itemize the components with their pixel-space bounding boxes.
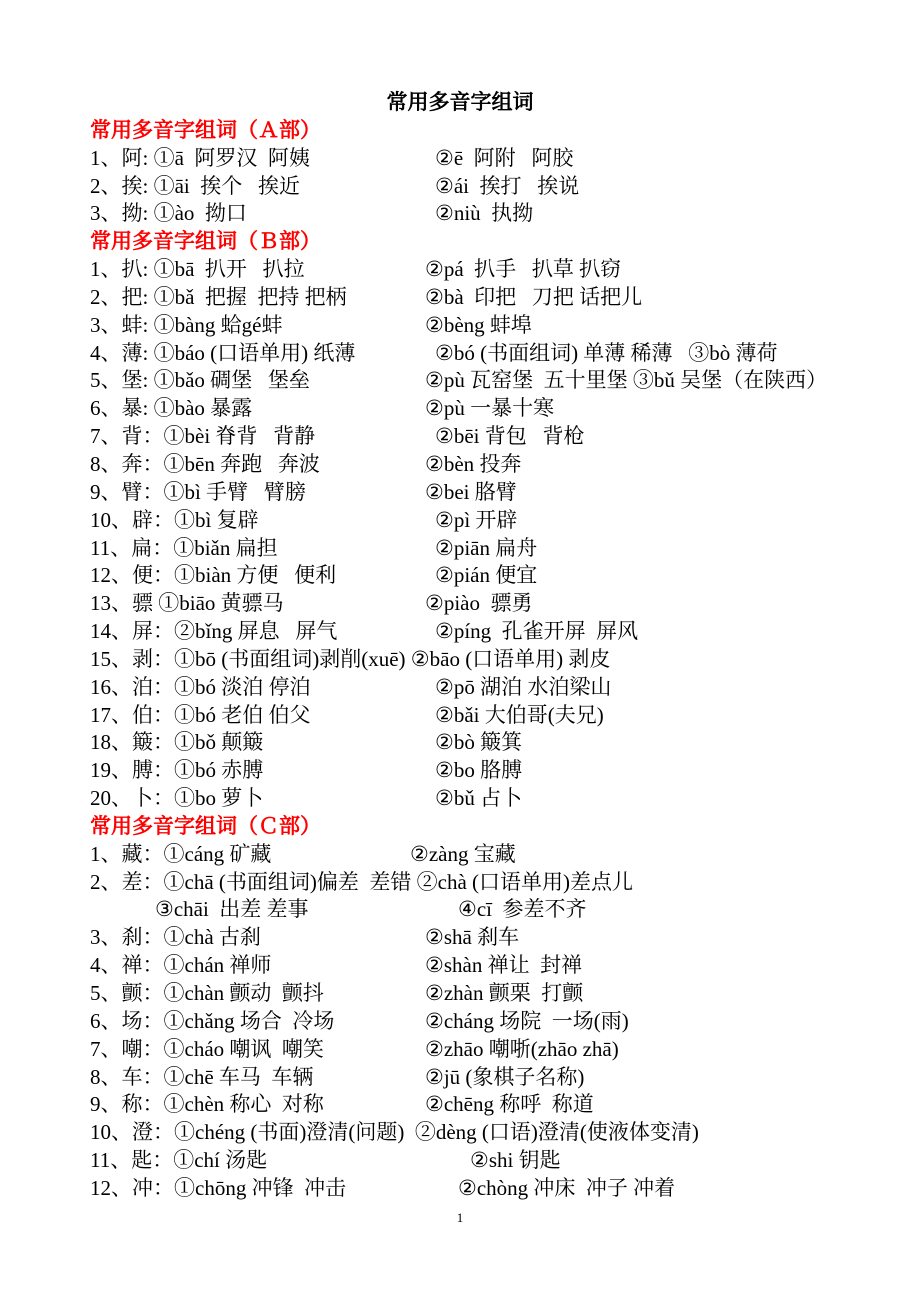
entry-second-reading: ②pì 开辟 xyxy=(435,507,518,532)
entry-first-reading: 4、薄: ①báo (口语单用) 纸薄 xyxy=(90,340,356,365)
entry-line xyxy=(0,1008,920,1036)
entry-line xyxy=(0,646,920,674)
entry-line xyxy=(0,1147,920,1175)
entry-line xyxy=(0,590,920,618)
entry-first-reading: 3、拗: ①ào 拗口 xyxy=(90,201,247,226)
entry-line xyxy=(0,256,920,284)
entry-line xyxy=(0,1064,920,1092)
entry-second-reading: ②zhàn 颤栗 打颤 xyxy=(425,981,584,1005)
entry-line xyxy=(0,312,920,340)
entry-first-reading: 1、藏：①cáng 矿藏 xyxy=(90,841,272,866)
entry-second-reading: ②shi 钥匙 xyxy=(470,1148,561,1173)
entry-first-reading: 4、禅：①chán 禅师 xyxy=(90,953,272,978)
entry-line xyxy=(0,729,920,757)
entry-second-reading: ②piān 扁舟 xyxy=(435,535,538,560)
entry-second-reading: ②bei 胳臂 xyxy=(425,479,517,504)
document-page xyxy=(0,89,920,1203)
entry-first-reading: 8、奔：①bēn 奔跑 奔波 xyxy=(90,451,320,476)
entry-second-reading: ②bò 簸箕 xyxy=(435,730,523,755)
section-heading: 常用多音字组词（Ａ部） xyxy=(90,117,321,142)
entry-second-reading: ②ē 阿附 阿胶 xyxy=(435,145,574,170)
entry-first-reading: 9、称：①chèn 称心 对称 xyxy=(90,1092,324,1117)
entry-line xyxy=(0,423,920,451)
entry-second-reading: ④cī 参差不齐 xyxy=(458,897,587,922)
entry-first-reading: 14、屏：②bǐng 屏息 屏气 xyxy=(90,619,338,644)
entry-first-reading: 8、车：①chē 车马 车辆 xyxy=(90,1064,314,1089)
entry-second-reading: ②jū (象棋子名称) xyxy=(425,1064,585,1089)
page-number: 1 xyxy=(456,1210,464,1225)
entry-line xyxy=(0,785,920,813)
section-heading: 常用多音字组词（Ｃ部） xyxy=(90,813,321,838)
entry-first-reading: 18、簸：①bǒ 颠簸 xyxy=(90,730,264,755)
entry-line xyxy=(0,702,920,730)
entry-first-reading: 16、泊：①bó 淡泊 停泊 xyxy=(90,674,311,699)
entry-second-reading: ②pù 一暴十寒 xyxy=(425,396,555,421)
entry-first-reading: 12、冲：①chōng 冲锋 冲击 xyxy=(90,1175,347,1200)
entry-first-reading: 6、暴: ①bào 暴露 xyxy=(90,396,253,421)
entry-second-reading: ②pián 便宜 xyxy=(435,563,538,588)
page-title: 常用多音字组词 xyxy=(386,90,534,114)
entry-first-reading: 2、把: ①bǎ 把握 把持 把柄 xyxy=(90,284,347,309)
entry-first-reading: 11、扁：①biǎn 扁担 xyxy=(90,535,278,560)
entry-first-reading: 1、阿: ①ā 阿罗汉 阿姨 xyxy=(90,145,310,170)
entry-line xyxy=(0,952,920,980)
entry-second-reading: ②shàn 禅让 封禅 xyxy=(425,953,583,978)
section-heading: 常用多音字组词（Ｂ部） xyxy=(90,229,321,254)
entry-second-reading: ②cháng 场院 一场(雨) xyxy=(425,1008,629,1033)
entry-first-reading: 3、蚌: ①bàng 蛤gé蚌 xyxy=(90,312,283,337)
entry-second-reading: ②niù 执拗 xyxy=(435,201,534,226)
entry-line xyxy=(0,200,920,228)
entry-first-reading: 10、辟：①bì 复辟 xyxy=(90,507,259,532)
entry-line xyxy=(0,395,920,423)
entry-line xyxy=(0,1119,920,1147)
entry-line xyxy=(0,869,920,897)
entry-second-reading: ②ái 挨打 挨说 xyxy=(435,173,580,198)
entry-line xyxy=(0,924,920,952)
entry-second-reading: ②bǎi 大伯哥(夫兄) xyxy=(435,702,604,727)
entry-second-reading: ②piào 骠勇 xyxy=(425,591,533,616)
entry-line xyxy=(0,562,920,590)
entry-line xyxy=(0,507,920,535)
entry-second-reading: ②bà 印把 刀把 话把儿 xyxy=(425,284,643,309)
entry-line xyxy=(0,451,920,479)
entry-first-reading: 1、扒: ①bā 扒开 扒拉 xyxy=(90,257,305,282)
entry-second-reading: ②bèng 蚌埠 xyxy=(425,312,532,337)
entry-line xyxy=(0,173,920,201)
entry-second-reading: ②zàng 宝藏 xyxy=(410,841,516,866)
entry-line xyxy=(0,841,920,869)
entry-second-reading: ②bo 胳膊 xyxy=(435,758,523,783)
entry-first-reading: 13、骠 ①biāo 黄骠马 xyxy=(90,591,284,616)
entry-line xyxy=(0,896,920,924)
entry-first-reading: 11、匙：①chí 汤匙 xyxy=(90,1148,268,1173)
entry-second-reading: ②bó (书面组词) 单薄 稀薄 ③bò 薄荷 xyxy=(435,340,778,365)
entry-second-reading: ②zhāo 嘲哳(zhāo zhā) xyxy=(425,1036,619,1061)
entry-line xyxy=(0,1091,920,1119)
entry-line xyxy=(0,367,920,395)
entry-first-reading: ③chāi 出差 差事 xyxy=(155,897,309,922)
entry-first-reading: 6、场：①chǎng 场合 冷场 xyxy=(90,1008,335,1033)
entry-first-reading: 3、刹：①chà 古刹 xyxy=(90,925,261,950)
entry-second-reading: ②bēi 背包 背枪 xyxy=(435,424,585,449)
entry-first-reading: 10、澄：①chéng (书面)澄清(问题) ②dèng (口语)澄清(使液体变清) xyxy=(90,1120,699,1145)
entry-second-reading: ②píng 孔雀开屏 屏风 xyxy=(435,619,639,644)
entry-second-reading: ②pá 扒手 扒草 扒窃 xyxy=(425,257,622,282)
entry-line xyxy=(0,1036,920,1064)
entry-second-reading: ②chòng 冲床 冲子 冲着 xyxy=(458,1175,676,1200)
entry-first-reading: 2、差：①chā (书面组词)偏差 差错 ②chà (口语单用)差点儿 xyxy=(90,869,634,894)
entry-first-reading: 9、臂：①bì 手臂 臂膀 xyxy=(90,479,306,504)
entry-first-reading: 15、剥：①bō (书面组词)剥削(xuē) ②bāo (口语单用) 剥皮 xyxy=(90,646,611,671)
entry-second-reading: ②bèn 投奔 xyxy=(425,451,522,476)
entry-first-reading: 7、嘲：①cháo 嘲讽 嘲笑 xyxy=(90,1036,324,1061)
entry-line xyxy=(0,980,920,1008)
entry-first-reading: 2、挨: ①āi 挨个 挨近 xyxy=(90,173,300,198)
entry-first-reading: 12、便：①biàn 方便 便利 xyxy=(90,563,337,588)
entry-line xyxy=(0,757,920,785)
entry-first-reading: 17、伯：①bó 老伯 伯父 xyxy=(90,702,311,727)
entry-line xyxy=(0,674,920,702)
entry-first-reading: 5、堡: ①bǎo 碉堡 堡垒 xyxy=(90,368,310,393)
entry-second-reading: ②chēng 称呼 称道 xyxy=(425,1092,594,1117)
entry-line xyxy=(0,479,920,507)
entry-line xyxy=(0,340,920,368)
entry-second-reading: ②pō 湖泊 水泊梁山 xyxy=(435,674,612,699)
entry-line xyxy=(0,145,920,173)
entry-line xyxy=(0,1175,920,1203)
entry-second-reading: ②bǔ 占卜 xyxy=(435,786,523,811)
entry-line xyxy=(0,535,920,563)
entry-first-reading: 19、膊：①bó 赤膊 xyxy=(90,758,264,783)
entry-line xyxy=(0,284,920,312)
entry-first-reading: 7、背：①bèi 脊背 背静 xyxy=(90,424,316,449)
entry-line xyxy=(0,618,920,646)
entry-first-reading: 20、卜：①bo 萝卜 xyxy=(90,786,264,811)
entry-second-reading: ②shā 刹车 xyxy=(425,925,520,950)
entry-first-reading: 5、颤：①chàn 颤动 颤抖 xyxy=(90,981,324,1005)
entry-second-reading: ②pù 瓦窑堡 五十里堡 ③bǔ 吴堡（在陕西） xyxy=(425,368,828,393)
